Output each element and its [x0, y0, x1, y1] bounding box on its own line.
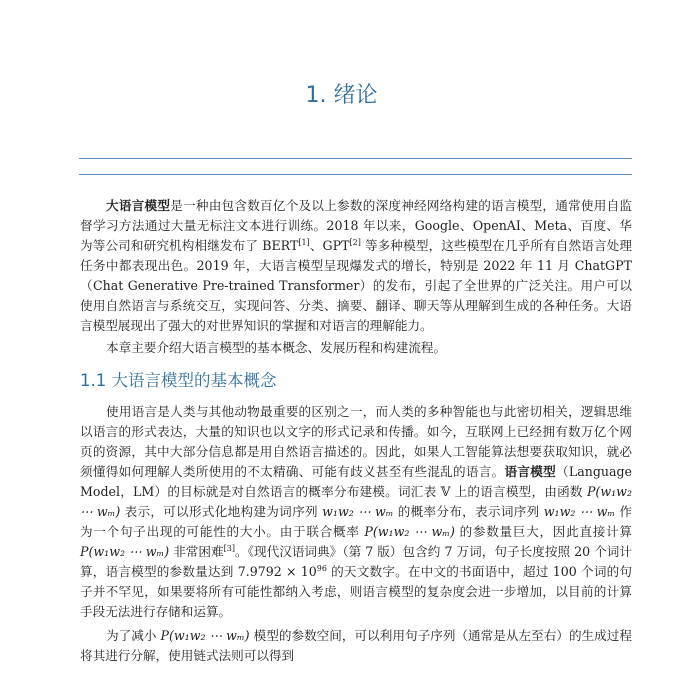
section-text-g: 非常困难	[169, 544, 224, 559]
section-text-b: （Language Model，LM）的目标就是对自然语言的概率分布建模。词汇表 𝕍 上的语言模型，由函数	[80, 464, 633, 499]
intro-text-c: 等多种模型，这些模型在几乎所有自然语言处理任务中都表现出色。2019 年，大语言模型呈现爆发式的增长，特别是 2022 年 11 月 ChatGPT（Chat Generative Pre-trained Transformer）的发布，引起了全世界的广泛关注。用户可以使用自然语言与系统交互，实现问答、分类、摘要、翻译、聊天等从理解到生成的各种任务。大语言模型展现出了强大的对世界知识的掌握和对语言的理解能力。	[80, 238, 632, 333]
intro-text-b: 、GPT	[309, 238, 350, 253]
intro-paragraph-2: 本章主要介绍大语言模型的基本概念、发展历程和构建流程。	[106, 340, 447, 355]
term-language-model: 语言模型	[504, 464, 556, 479]
formula-joint-prob-4: P(w₁w₂ ⋯ wₘ)	[160, 628, 250, 643]
term-llm: 大语言模型	[106, 198, 171, 213]
section-paragraph-1	[80, 402, 632, 622]
section-text-e: 作为一个句子出现的可能性的大小。由于联合概率	[80, 504, 632, 539]
section-text-h: 。《现代汉语词典》（第 7 版）包含约 7 万词，句子长度按照 20 个词计算，语言模型的参数量达到 7.9792 × 10	[80, 544, 632, 579]
title-rule-bottom	[79, 174, 632, 175]
exponent: 96	[316, 563, 327, 573]
section-title: 1.1 大语言模型的基本概念	[80, 371, 277, 390]
title-rule-top	[79, 158, 632, 159]
section-text-c: 表示，可以形式化地构建为词序列	[120, 504, 323, 519]
section-paragraph-2	[80, 626, 632, 666]
citation-2[interactable]: [2]	[349, 237, 361, 247]
section-text-i: 的天文数字。在中文的书面语中，超过 100 个词的句子并不罕见，如果要将所有可能性都纳入考虑，则语言模型的复杂度会进一步增加，以目前的计算手段无法进行存储和运算。	[80, 564, 632, 619]
section-text-d: 的概率分布，表示词序列	[393, 504, 544, 519]
section-text-k: 模型的参数空间，可以利用句子序列（通常是从左至右）的生成过程将其进行分解，使用链式法则可以得到	[80, 628, 632, 663]
intro-paragraph-1	[80, 196, 632, 336]
citation-3[interactable]: [3]	[223, 543, 235, 553]
section-text-j: 为了减小	[106, 628, 161, 643]
citation-1[interactable]: [1]	[298, 237, 310, 247]
formula-joint-prob-1: P(w₁w₂ ⋯ wₘ)	[80, 484, 632, 519]
formula-joint-prob-3: P(w₁w₂ ⋯ wₘ)	[80, 544, 170, 559]
section-text-f: 的参数量巨大，因此直接计算	[454, 524, 632, 539]
formula-word-seq-2: w₁w₂ ⋯ wₘ	[543, 504, 616, 519]
chapter-title: 1. 绪论	[305, 83, 378, 108]
formula-joint-prob-2: P(w₁w₂ ⋯ wₘ)	[364, 524, 455, 539]
intro-text-a: 是一种由包含数百亿个及以上参数的深度神经网络构建的语言模型，通常使用自监督学习方法通过大量无标注文本进行训练。2018 年以来，Google、OpenAI、Meta、百度、华为等公司和研究机构相继发布了 BERT	[80, 198, 633, 253]
section-text-a: 使用语言是人类与其他动物最重要的区别之一，而人类的多种智能也与此密切相关，逻辑思维以语言的形式表达，大量的知识也以文字的形式记录和传播。如今，互联网上已经拥有数万亿个网页的资源，其中大部分信息都是用自然语言描述的。因此，如果人工智能算法想要获取知识，就必须懂得如何理解人类所使用的不太精确、可能有歧义甚至有些混乱的语言。	[80, 404, 632, 479]
formula-word-seq-1: w₁w₂ ⋯ wₘ	[322, 504, 394, 519]
